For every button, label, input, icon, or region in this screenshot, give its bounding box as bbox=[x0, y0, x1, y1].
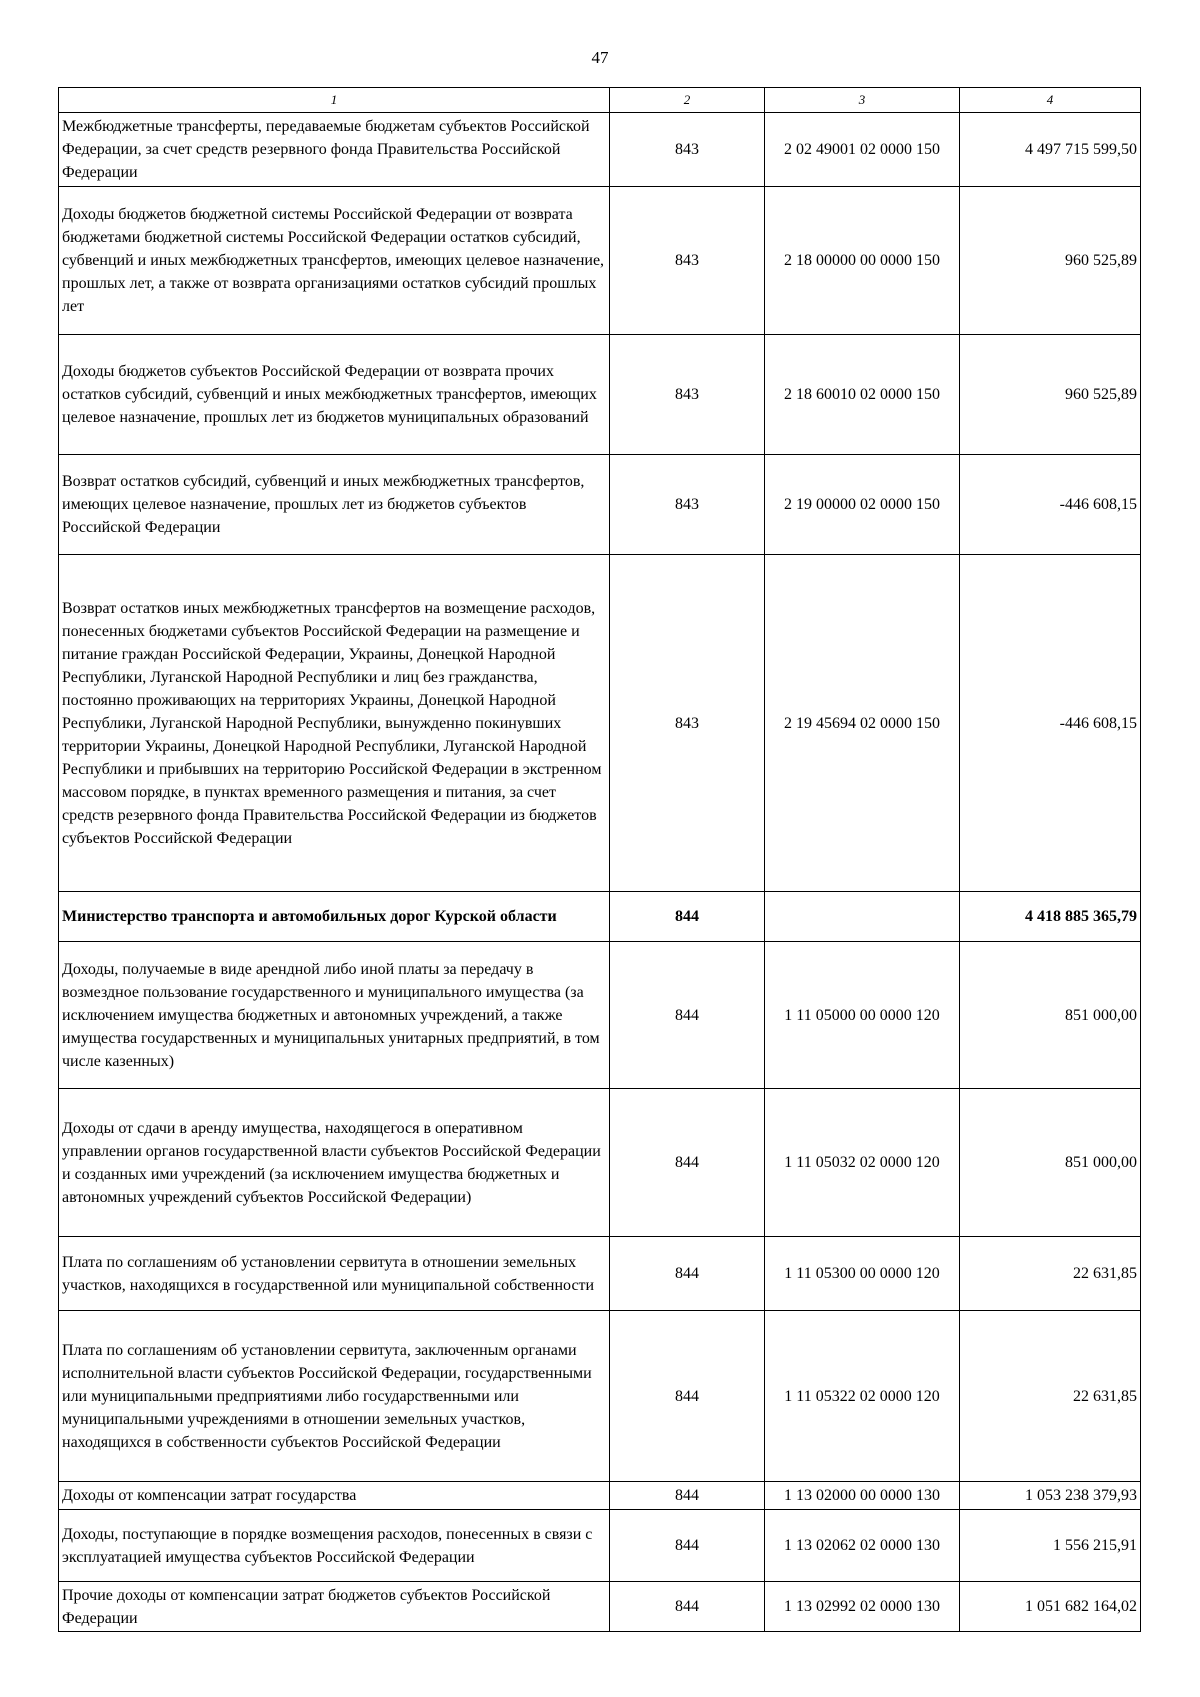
row-kbk-code: 1 11 05032 02 0000 120 bbox=[765, 1089, 960, 1237]
row-amount: 851 000,00 bbox=[960, 942, 1141, 1089]
page-number: 47 bbox=[591, 48, 609, 67]
row-description: Плата по соглашениям об установлении сервитута, заключенным органами исполнительной власти субъектов Российской Федерации, государственными или муниципальными предприятиями либо государственными или муниципальными учреждениями в отношении земельных участков, находящихся в собственности субъектов Российской Федерации bbox=[59, 1311, 610, 1482]
row-kbk-code bbox=[765, 892, 960, 942]
table-row bbox=[59, 1510, 1141, 1582]
row-amount: 4 418 885 365,79 bbox=[960, 892, 1141, 942]
table-row bbox=[59, 1582, 1141, 1632]
table-row-section-header bbox=[59, 892, 1141, 942]
column-header-1: 1 bbox=[59, 88, 610, 113]
table-row bbox=[59, 455, 1141, 555]
row-amount: 960 525,89 bbox=[960, 187, 1141, 335]
row-description: Доходы от компенсации затрат государства bbox=[59, 1482, 610, 1510]
table-row bbox=[59, 555, 1141, 892]
row-admin-code: 844 bbox=[610, 1510, 765, 1582]
row-kbk-code: 1 13 02062 02 0000 130 bbox=[765, 1510, 960, 1582]
row-kbk-code: 1 13 02000 00 0000 130 bbox=[765, 1482, 960, 1510]
row-description: Возврат остатков иных межбюджетных трансфертов на возмещение расходов, понесенных бюджетами субъектов Российской Федерации на размещение и питание граждан Российской Федерации, Украины, Донецкой Народной Республики, Луганской Народной Республики и лиц без гражданства, постоянно проживающих на территориях Украины, Донецкой Народной Республики, Луганской Народной Республики, вынужденно покинувших территории Украины, Донецкой Народной Республики, Луганской Народной Республики и прибывших на территорию Российской Федерации в экстренном массовом порядке, в пунктах временного размещения и питания, за счет средств резервного фонда Правительства Российской Федерации из бюджетов субъектов Российской Федерации bbox=[59, 555, 610, 892]
revenue-table bbox=[58, 87, 1141, 1632]
row-admin-code: 844 bbox=[610, 892, 765, 942]
table-row bbox=[59, 113, 1141, 187]
row-description: Межбюджетные трансферты, передаваемые бюджетам субъектов Российской Федерации, за счет средств резервного фонда Правительства Российской Федерации bbox=[59, 113, 610, 187]
table-row bbox=[59, 1089, 1141, 1237]
row-amount: 1 053 238 379,93 bbox=[960, 1482, 1141, 1510]
row-amount: -446 608,15 bbox=[960, 555, 1141, 892]
row-admin-code: 843 bbox=[610, 113, 765, 187]
table-row bbox=[59, 1237, 1141, 1311]
table-row bbox=[59, 1482, 1141, 1510]
column-header-2: 2 bbox=[610, 88, 765, 113]
row-admin-code: 843 bbox=[610, 187, 765, 335]
row-amount: 851 000,00 bbox=[960, 1089, 1141, 1237]
row-kbk-code: 2 19 00000 02 0000 150 bbox=[765, 455, 960, 555]
row-amount: 22 631,85 bbox=[960, 1311, 1141, 1482]
row-admin-code: 844 bbox=[610, 1237, 765, 1311]
row-description: Доходы бюджетов субъектов Российской Федерации от возврата прочих остатков субсидий, субвенций и иных межбюджетных трансфертов, имеющих целевое назначение, прошлых лет из бюджетов муниципальных образований bbox=[59, 335, 610, 455]
row-admin-code: 843 bbox=[610, 455, 765, 555]
row-admin-code: 844 bbox=[610, 1089, 765, 1237]
row-kbk-code: 1 11 05000 00 0000 120 bbox=[765, 942, 960, 1089]
row-amount: 4 497 715 599,50 bbox=[960, 113, 1141, 187]
row-kbk-code: 2 18 00000 00 0000 150 bbox=[765, 187, 960, 335]
row-description: Доходы, получаемые в виде арендной либо иной платы за передачу в возмездное пользование государственного и муниципального имущества (за исключением имущества бюджетных и автономных учреждений, а также имущества государственных и муниципальных унитарных предприятий, в том числе казенных) bbox=[59, 942, 610, 1089]
row-amount: 1 051 682 164,02 bbox=[960, 1582, 1141, 1632]
table-row bbox=[59, 335, 1141, 455]
row-kbk-code: 1 11 05322 02 0000 120 bbox=[765, 1311, 960, 1482]
row-kbk-code: 1 11 05300 00 0000 120 bbox=[765, 1237, 960, 1311]
table-row bbox=[59, 1311, 1141, 1482]
row-kbk-code: 2 02 49001 02 0000 150 bbox=[765, 113, 960, 187]
row-amount: 1 556 215,91 bbox=[960, 1510, 1141, 1582]
row-admin-code: 844 bbox=[610, 1311, 765, 1482]
row-description: Доходы бюджетов бюджетной системы Российской Федерации от возврата бюджетами бюджетной системы Российской Федерации остатков субсидий, субвенций и иных межбюджетных трансфертов, имеющих целевое назначение, прошлых лет, а также от возврата организациями остатков субсидий прошлых лет bbox=[59, 187, 610, 335]
row-admin-code: 844 bbox=[610, 1482, 765, 1510]
row-kbk-code: 2 18 60010 02 0000 150 bbox=[765, 335, 960, 455]
row-amount: -446 608,15 bbox=[960, 455, 1141, 555]
row-kbk-code: 1 13 02992 02 0000 130 bbox=[765, 1582, 960, 1632]
row-amount: 960 525,89 bbox=[960, 335, 1141, 455]
table-header-row bbox=[59, 88, 1141, 113]
row-amount: 22 631,85 bbox=[960, 1237, 1141, 1311]
row-description: Прочие доходы от компенсации затрат бюджетов субъектов Российской Федерации bbox=[59, 1582, 610, 1632]
column-header-4: 4 bbox=[960, 88, 1141, 113]
column-header-3: 3 bbox=[765, 88, 960, 113]
row-description: Плата по соглашениям об установлении сервитута в отношении земельных участков, находящихся в государственной или муниципальной собственности bbox=[59, 1237, 610, 1311]
row-admin-code: 844 bbox=[610, 1582, 765, 1632]
row-admin-code: 844 bbox=[610, 942, 765, 1089]
row-admin-code: 843 bbox=[610, 335, 765, 455]
row-kbk-code: 2 19 45694 02 0000 150 bbox=[765, 555, 960, 892]
row-description: Министерство транспорта и автомобильных дорог Курской области bbox=[59, 892, 610, 942]
row-admin-code: 843 bbox=[610, 555, 765, 892]
row-description: Доходы, поступающие в порядке возмещения расходов, понесенных в связи с эксплуатацией имущества субъектов Российской Федерации bbox=[59, 1510, 610, 1582]
row-description: Возврат остатков субсидий, субвенций и иных межбюджетных трансфертов, имеющих целевое назначение, прошлых лет из бюджетов субъектов Российской Федерации bbox=[59, 455, 610, 555]
table-row bbox=[59, 187, 1141, 335]
table-row bbox=[59, 942, 1141, 1089]
row-description: Доходы от сдачи в аренду имущества, находящегося в оперативном управлении органов государственной власти субъектов Российской Федерации и созданных ими учреждений (за исключением имущества бюджетных и автономных учреждений субъектов Российской Федерации) bbox=[59, 1089, 610, 1237]
